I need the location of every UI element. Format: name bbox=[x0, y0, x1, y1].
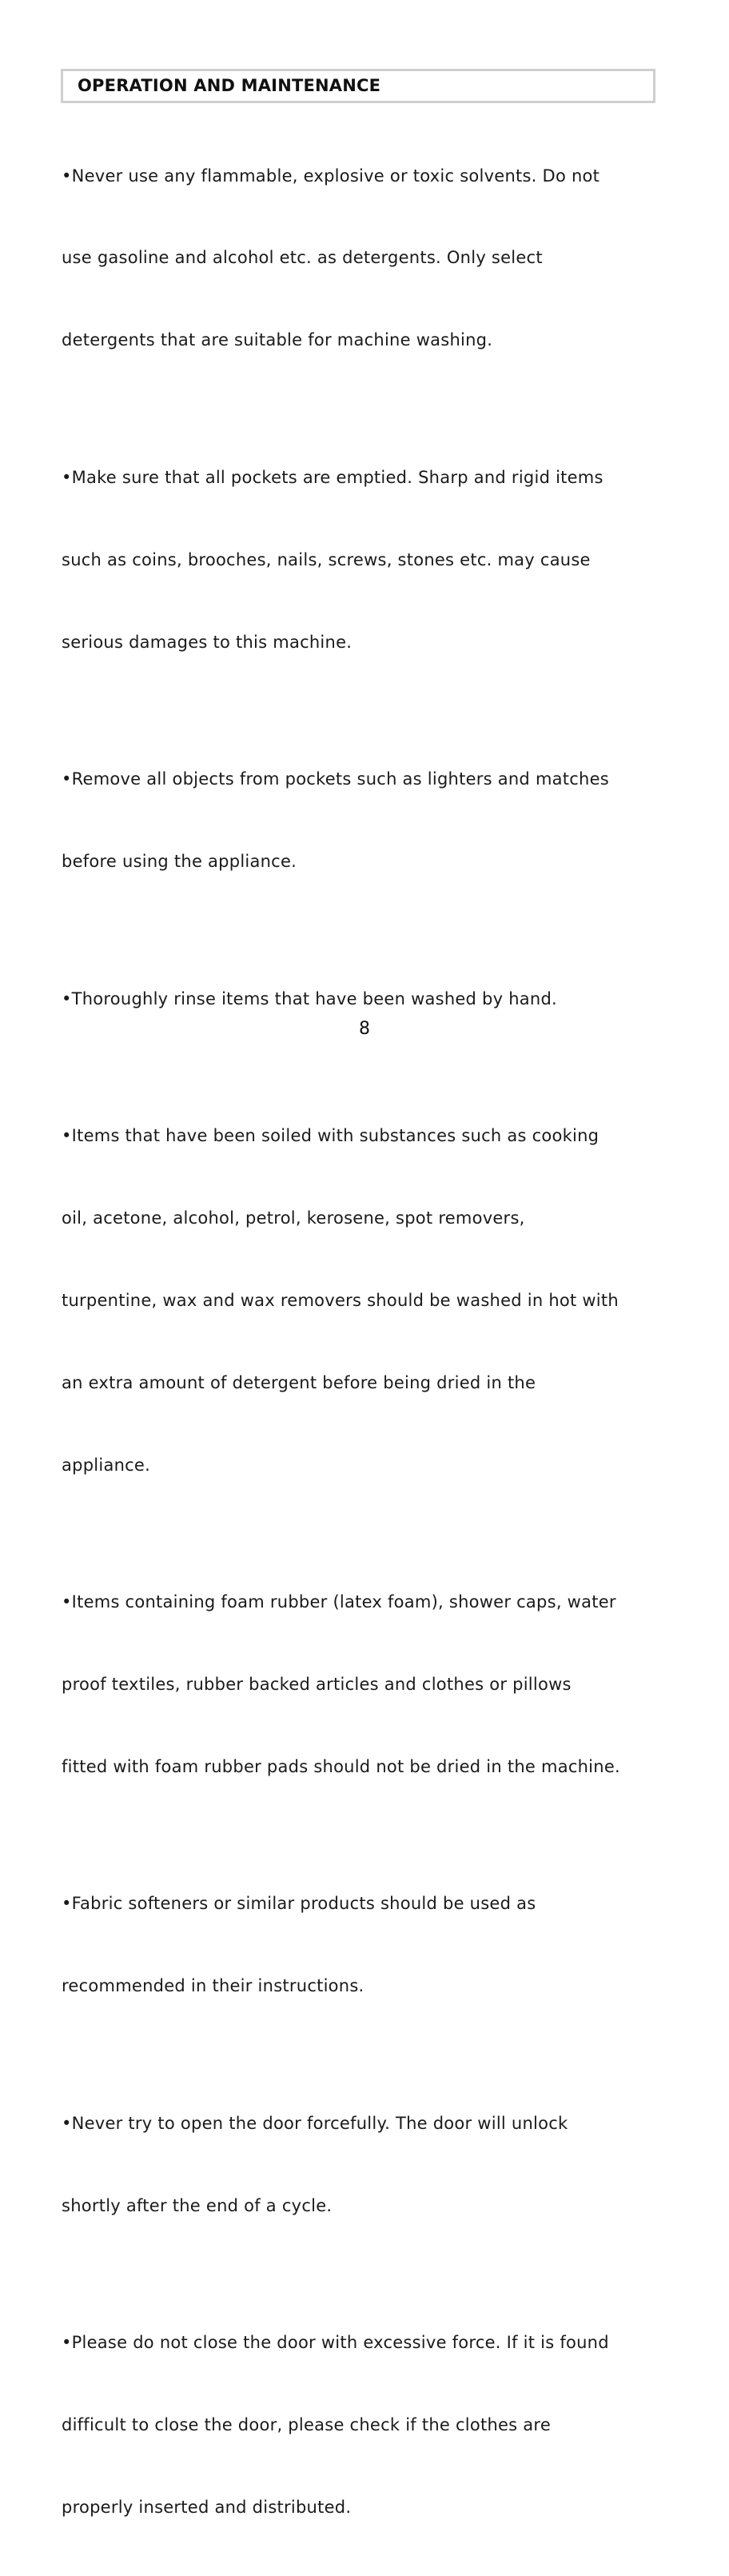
paragraph-line: •Items that have been soiled with substances such as cooking bbox=[62, 1125, 600, 1145]
paragraph-line: before using the appliance. bbox=[62, 852, 297, 872]
paragraph-line: •Make sure that all pockets are emptied. Sharp and rigid items bbox=[62, 467, 604, 487]
paragraph-line: turpentine, wax and wax removers should be washed in hot with bbox=[62, 1290, 619, 1310]
paragraph-line: •Never use any flammable, explosive or toxic solvents. Do not bbox=[62, 166, 600, 186]
paragraph-line: detergents that are suitable for machine washing. bbox=[62, 330, 493, 350]
section-header-box bbox=[61, 69, 655, 103]
paragraph-line: fitted with foam rubber pads should not be dried in the machine. bbox=[62, 1756, 620, 1776]
paragraph-line: proof textiles, rubber backed articles and clothes or pillows bbox=[62, 1674, 572, 1694]
instruction-paragraph-door-close bbox=[62, 2274, 669, 2575]
paragraph-line: •Fabric softeners or similar products should be used as bbox=[62, 1894, 536, 1914]
paragraph-line: •Remove all objects from pockets such as lighters and matches bbox=[62, 769, 609, 789]
paragraph-line: serious damages to this machine. bbox=[62, 632, 353, 652]
instruction-paragraph-solvents bbox=[62, 107, 669, 409]
paragraph-line: •Never try to open the door forcefully. The door will unlock bbox=[62, 2113, 568, 2133]
section-title: OPERATION AND MAINTENANCE bbox=[78, 76, 381, 95]
instruction-paragraph-pockets bbox=[62, 409, 669, 710]
paragraph-line: •Thoroughly rinse items that have been washed by hand. bbox=[62, 988, 557, 1008]
paragraph-line: appliance. bbox=[62, 1455, 151, 1475]
paragraph-line: use gasoline and alcohol etc. as detergents. Only select bbox=[62, 248, 543, 268]
paragraph-line: difficult to close the door, please check if the clothes are bbox=[62, 2414, 552, 2434]
paragraph-line: properly inserted and distributed. bbox=[62, 2497, 352, 2517]
paragraph-line: such as coins, brooches, nails, screws, stones etc. may cause bbox=[62, 549, 591, 569]
paragraph-line: recommended in their instructions. bbox=[62, 1976, 364, 1996]
paragraph-line: an extra amount of detergent before being dried in the bbox=[62, 1372, 536, 1392]
paragraph-line: •Items containing foam rubber (latex foam), shower caps, water bbox=[62, 1592, 616, 1612]
instruction-paragraph-soiled-items bbox=[62, 1067, 669, 1533]
paragraph-line: •Please do not close the door with excessive force. If it is found bbox=[62, 2333, 609, 2353]
instruction-paragraph-rinse bbox=[62, 930, 669, 1067]
instruction-paragraph-door-force-open bbox=[62, 2055, 669, 2274]
instruction-paragraph-softeners bbox=[62, 1835, 669, 2055]
instructions-body bbox=[62, 107, 669, 2576]
instruction-paragraph-objects bbox=[62, 711, 669, 930]
instruction-paragraph-foam-rubber bbox=[62, 1533, 669, 1835]
paragraph-line: oil, acetone, alcohol, petrol, kerosene, spot removers, bbox=[62, 1208, 525, 1228]
paragraph-line: shortly after the end of a cycle. bbox=[62, 2195, 333, 2215]
page-number: 8 bbox=[359, 1019, 370, 1039]
